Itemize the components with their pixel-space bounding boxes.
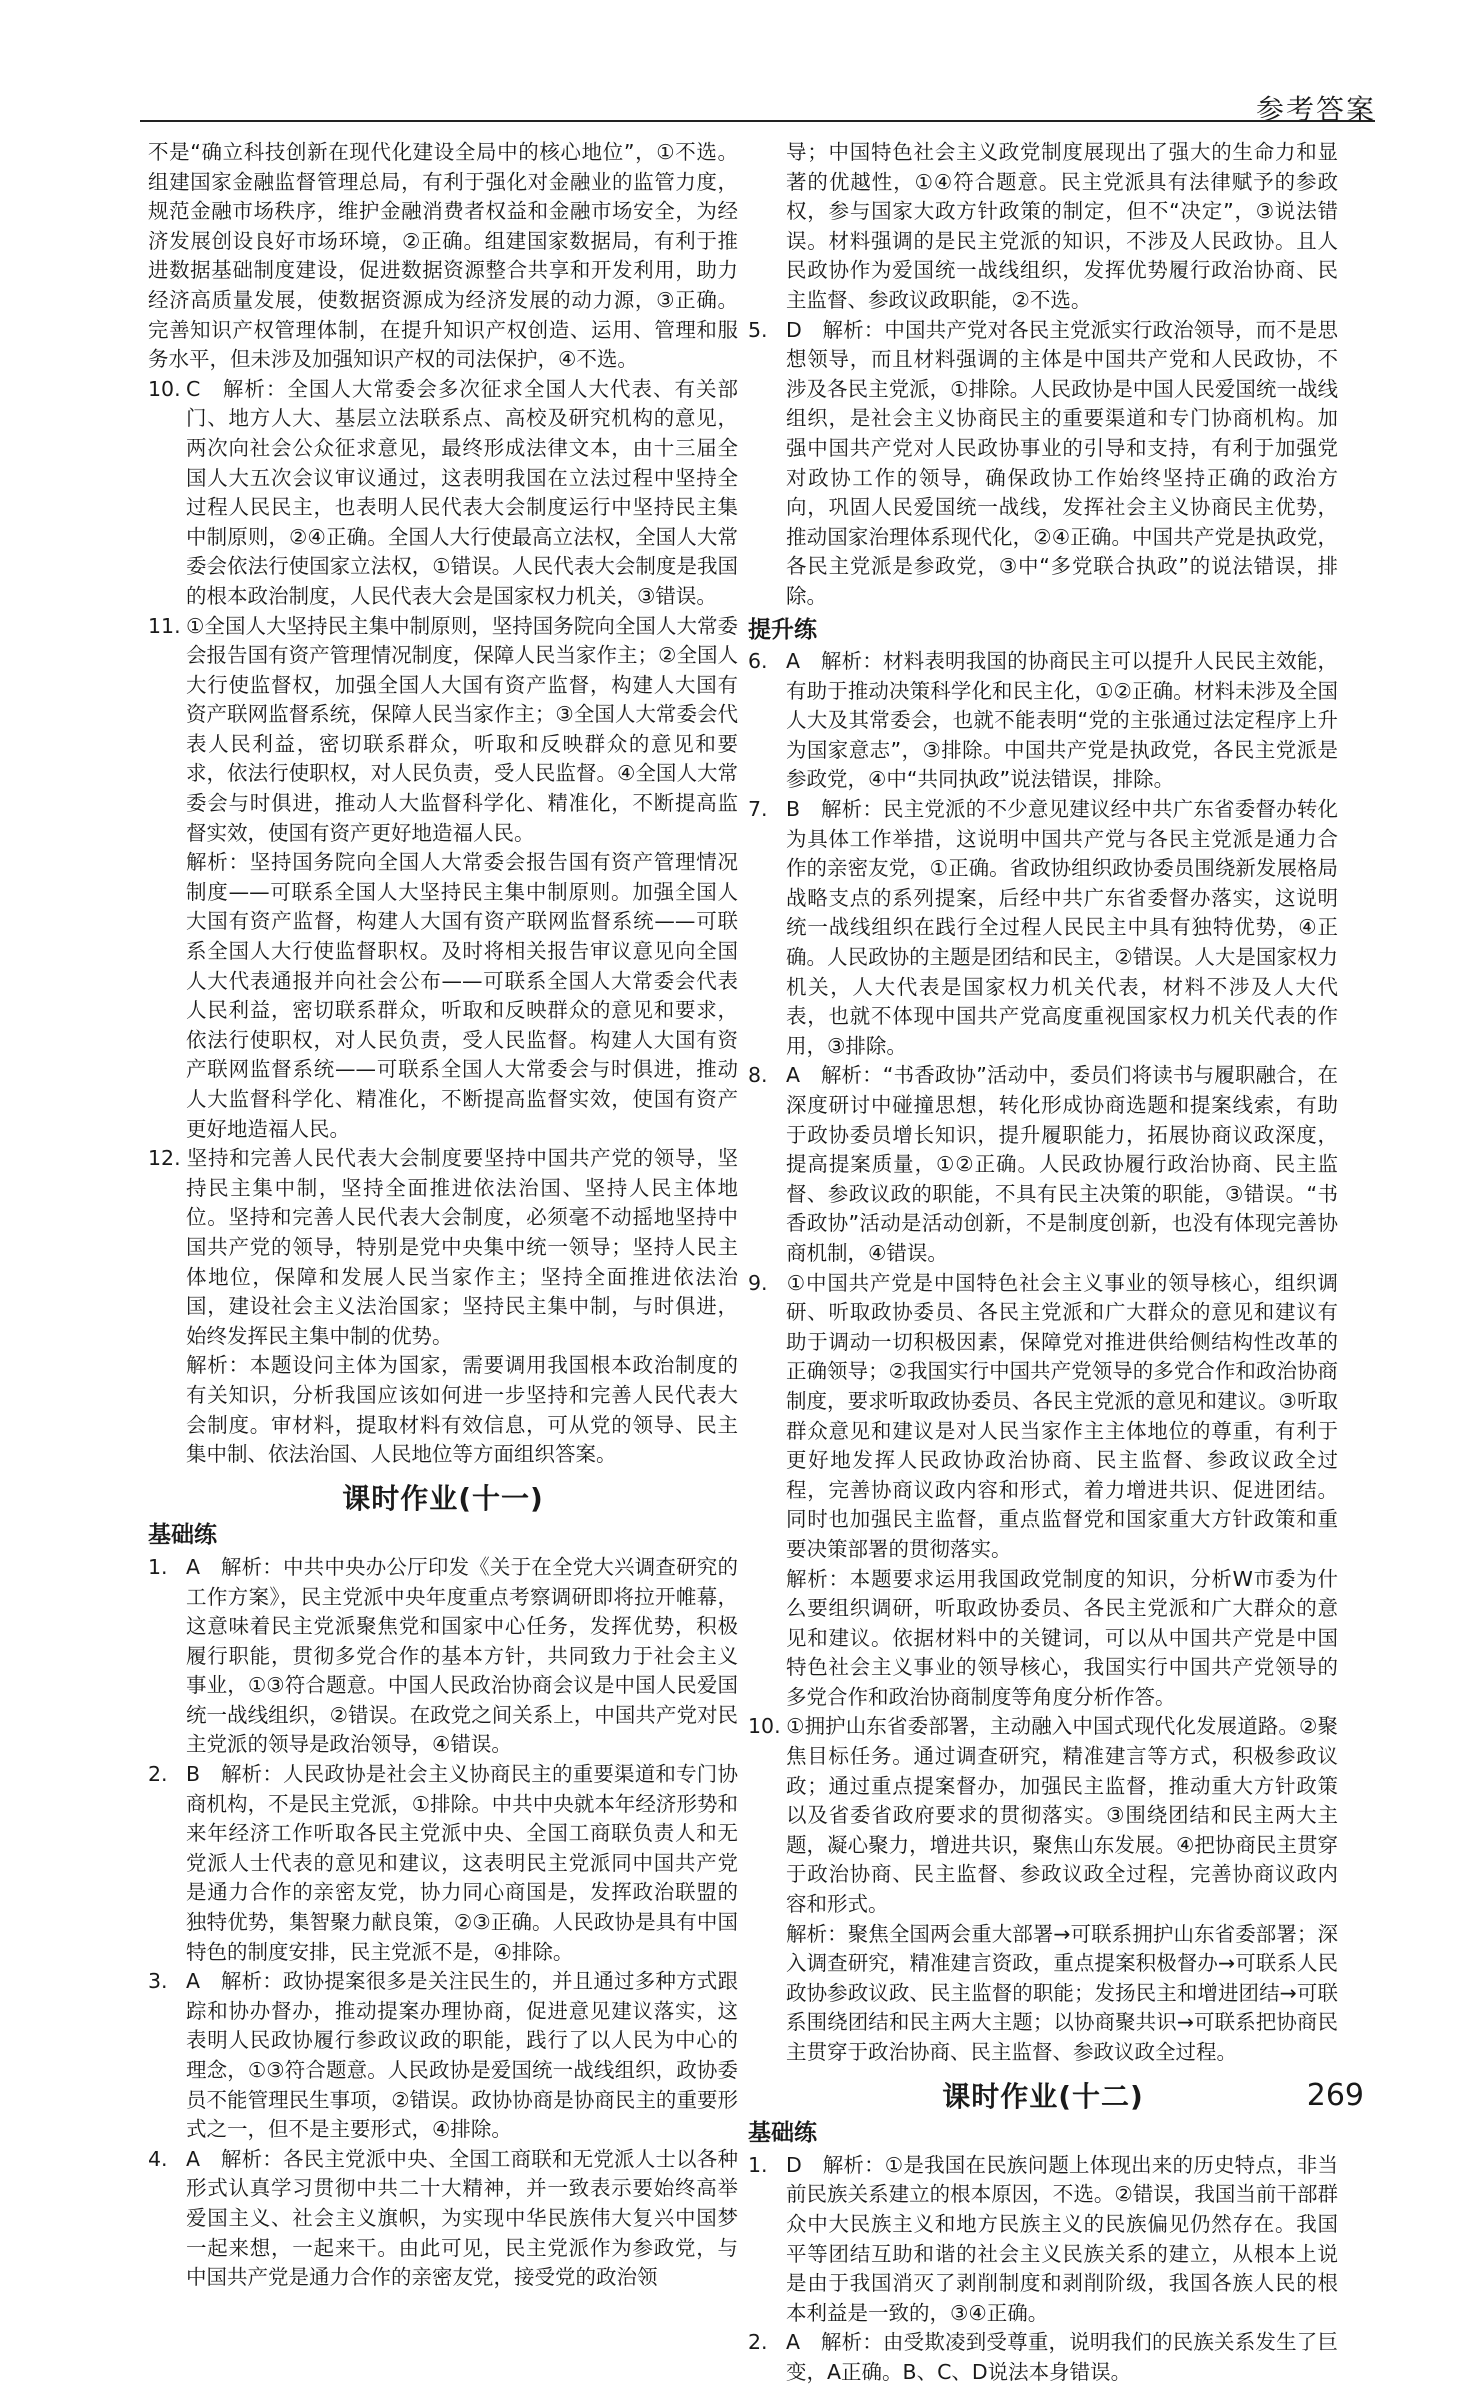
- item-text: B 解析：民主党派的不少意见建议经中共广东省委督办转化为具体工作举措，这说明中国共产党与各民主党派是通力合作的亲密友党，①正确。省政协组织政协委员围绕新发展格局战略支点的系列提案，后经中共广东省委督办落实，这说明统一战线组织在践行全过程人民民主中具有独特优势，④正确。人民政协的主题是团结和民主，②错误。人大是国家权力机关，人大代表是国家权力机关代表，材料不涉及人大代表，也就不体现中国共产党高度重视国家权力机关代表的作用，③排除。: [786, 797, 1338, 1058]
- answer-paragraph: 解析：坚持国务院向全国人大常委会报告国有资产管理情况制度——可联系全国人大坚持民主集中制原则。加强全国人大国有资产监督，构建人大国有资产联网监督系统——可联系全国人大行使监督职权。及时将相关报告审议意见向全国人大代表通报并向社会公布——可联系全国人大常委会代表人民利益，密切联系群众，听取和反映群众的意见和要求，依法行使职权，对人民负责，受人民监督。构建人大国有资产联网监督系统——可联系全国人大常委会与时俱进，推动人大监督科学化、精准化，不断提高监督实效，使国有资产更好地造福人民。: [186, 850, 738, 1141]
- item-number: 3.: [148, 1969, 168, 1994]
- answer-item: [148, 1760, 738, 1967]
- item-text: ①中国共产党是中国特色社会主义事业的领导核心，组织调研、听取政协委员、各民主党派和广大群众的意见和建议有助于调动一切积极因素，保障党对推进供给侧结构性改革的正确领导；②我国实行中国共产党领导的多党合作和政治协商制度，要求听取政协委员、各民主党派的意见和建议。③听取群众意见和建议是对人民当家作主主体地位的尊重，有利于更好地发挥人民政协政治协商、民主监督、参政议政全过程，完善协商议政内容和形式，着力增进共识、促进团结。同时也加强民主监督，重点监督党和国家重大方针政策和重要决策部署的贯彻落实。: [786, 1270, 1338, 1561]
- answer-item: [148, 2145, 738, 2293]
- right-column: [748, 138, 1338, 2388]
- item-text: A 解析：中共中央办公厅印发《关于在全党大兴调查研究的工作方案》，民主党派中央年度重点考察调研即将拉开帷幕，这意味着民主党派聚焦党和国家中心任务，发挥优势，积极履行职能，贯彻多党合作的基本方针，共同致力于社会主义事业，①③符合题意。中国人民政治协商会议是中国人民爱国统一战线组织，②错误。在政党之间关系上，中国共产党对民主党派的领导是政治领导，④错误。: [186, 1554, 738, 1757]
- item-text: D 解析：①是我国在民族问题上体现出来的历史特点，非当前民族关系建立的根本原因，不选。②错误，我国当前干部群众中大民族主义和地方民族主义的民族偏见仍然存在。我国平等团结互助和谐的社会主义民族关系的建立，从根本上说是由于我国消灭了剥削制度和剥削阶级，我国各族人民的根本利益是一致的，③④正确。: [786, 2152, 1338, 2325]
- subsection-title: 基础练: [748, 2120, 817, 2147]
- item-text: B 解析：人民政协是社会主义协商民主的重要渠道和专门协商机构，不是民主党派，①排除。中共中央就本年经济形势和来年经济工作听取各民主党派中央、全国工商联负责人和无党派人士代表的意见和建议，这表明民主党派同中国共产党是通力合作的亲密友党，协力同心商国是，发挥政治联盟的独特优势，集智聚力献良策，②③正确。人民政协是具有中国特色的制度安排，民主党派不是，④排除。: [186, 1762, 738, 1964]
- answer-item: [748, 1061, 1338, 1268]
- item-number: 1.: [148, 1554, 168, 1579]
- answer-paragraph: 解析：本题要求运用我国政党制度的知识，分析W市委为什么要组织调研，听取政协委员、各民主党派和广大群众的意见和建议。依据材料中的关键词，可以从中国共产党是中国特色社会主义事业的领导核心，我国实行中国共产党领导的多党合作和政治协商制度等角度分析作答。: [786, 1566, 1338, 1709]
- item-text: A 解析：“书香政协”活动中，委员们将读书与履职融合，在深度研讨中碰撞思想，转化形成协商选题和提案线索，有助于政协委员增长知识，提升履职能力，拓展协商议政深度，提高提案质量，①②正确。人民政协履行政治协商、民主监督、参政议政的职能，不具有民主决策的职能，③错误。“书香政协”活动是活动创新，不是制度创新，也没有体现完善协商机制，④错误。: [786, 1063, 1338, 1265]
- item-number: 8.: [748, 1063, 768, 1088]
- item-number: 5.: [748, 317, 768, 342]
- answer-paragraph: 不是“确立科技创新在现代化建设全局中的核心地位”，①不选。组建国家金融监督管理总局，有利于强化对金融业的监管力度，规范金融市场秩序，维护金融消费者权益和金融市场安全，为经济发展创设良好市场环境，②正确。组建国家数据局，有利于推进数据基础制度建设，促进数据资源整合共享和开发利用，助力经济高质量发展，使数据资源成为经济发展的动力源，③正确。完善知识产权管理体制，在提升知识产权创造、运用、管理和服务水平，但未涉及加强知识产权的司法保护，④不选。: [148, 140, 738, 372]
- answer-paragraph: 解析：本题设问主体为国家，需要调用我国根本政治制度的有关知识，分析我国应该如何进一步坚持和完善人民代表大会制度。审材料，提取材料有效信息，可从党的领导、民主集中制、依法治国、人民地位等方面组织答案。: [186, 1353, 738, 1467]
- item-text: A 解析：政协提案很多是关注民生的，并且通过多种方式跟踪和协办督办，推动提案办理协商，促进意见建议落实，这表明人民政协履行参政议政的职能，践行了以人民为中心的理念，①③符合题意。人民政协是爱国统一战线组织，政协委员不能管理民生事项，②错误。政协协商是协商民主的重要形式之一，但不是主要形式，④排除。: [186, 1969, 738, 2142]
- item-text: ①拥护山东省委部署，主动融入中国式现代化发展道路。②聚焦目标任务。通过调查研究，精准建言等方式，积极参政议政；通过重点提案督办，加强民主监督，推动重大方针政策以及省委省政府要求的贯彻落实。③围绕团结和民主两大主题，凝心聚力，增进共识，聚焦山东发展。④把协商民主贯穿于政治协商、民主监督、参政议政全过程，完善协商议政内容和形式。: [786, 1714, 1338, 1917]
- answer-item: [748, 647, 1338, 795]
- item-text: A 解析：各民主党派中央、全国工商联和无党派人士以各种形式认真学习贯彻中共二十大精神，并一致表示要始终高举爱国主义、社会主义旗帜，为实现中华民族伟大复兴中国梦一起来想，一起来干。由此可见，民主党派作为参政党，与中国共产党是通力合作的亲密友党，接受党的政治领: [186, 2146, 738, 2290]
- answer-item: [148, 612, 738, 849]
- answer-item: [748, 795, 1338, 1061]
- item-number: 12.: [148, 1146, 181, 1171]
- item-number: 10.: [748, 1714, 781, 1739]
- subsection-title: 提升练: [748, 616, 817, 643]
- answer-item: [148, 1553, 738, 1760]
- item-text: ①全国人大坚持民主集中制原则，坚持国务院向全国人大常委会报告国有资产管理情况制度，保障人民当家作主；②全国人大行使监督权，加强全国人大国有资产监督，构建人大国有资产联网监督系统，保障人民当家作主；③全国人大常委会代表人民利益，密切联系群众，听取和反映群众的意见和要求，依法行使职权，对人民负责，受人民监督。④全国人大常委会与时俱进，推动人大监督科学化、精准化，不断提高监督实效，使国有资产更好地造福人民。: [186, 613, 738, 845]
- answer-item: [748, 2328, 1338, 2387]
- item-number: 1.: [748, 2152, 768, 2177]
- item-text: 坚持和完善人民代表大会制度要坚持中国共产党的领导，坚持民主集中制，坚持全面推进依法治国、坚持人民主体地位。坚持和完善人民代表大会制度，必须毫不动摇地坚持中国共产党的领导，特别是党中央集中统一领导；坚持人民主体地位，保障和发展人民当家作主；坚持全面推进依法治国，建设社会主义法治国家；坚持民主集中制，与时俱进，始终发挥民主集中制的优势。: [186, 1146, 738, 1348]
- header-title: 参考答案: [1255, 93, 1376, 126]
- item-text: C 解析：全国人大常委会多次征求全国人大代表、有关部门、地方人大、基层立法联系点、高校及研究机构的意见，两次向社会公众征求意见，最终形成法律文本，由十三届全国人大五次会议审议通过，这表明我国在立法过程中坚持全过程人民民主，也表明人民代表大会制度运行中坚持民主集中制原则，②④正确。全国人大行使最高立法权，全国人大常委会依法行使国家立法权，①错误。人民代表大会制度是我国的根本政治制度，人民代表大会是国家权力机关，③错误。: [186, 376, 738, 608]
- item-number: 6.: [748, 649, 768, 674]
- section-title: 课时作业(十一): [342, 1481, 544, 1515]
- item-number: 9.: [748, 1270, 768, 1295]
- answer-item: [148, 1967, 738, 2145]
- answer-item: [148, 375, 738, 612]
- item-number: 2.: [748, 2330, 768, 2355]
- item-number: 2.: [148, 1762, 168, 1787]
- answer-item: [748, 1269, 1338, 1565]
- item-text: D 解析：中国共产党对各民主党派实行政治领导，而不是思想领导，而且材料强调的主体是中国共产党和人民政协，不涉及各民主党派，①排除。人民政协是中国人民爱国统一战线组织，是社会主义协商民主的重要渠道和专门协商机构。加强中国共产党对人民政协事业的引导和支持，有利于加强党对政协工作的领导，确保政协工作始终坚持正确的政治方向，巩固人民爱国统一战线，发挥社会主义协商民主优势，推动国家治理体系现代化，②④正确。中国共产党是执政党，各民主党派是参政党，③中“多党联合执政”的说法错误，排除。: [786, 317, 1338, 608]
- page-header: [0, 0, 1472, 130]
- answer-item: [748, 1712, 1338, 1919]
- item-number: 4.: [148, 2146, 168, 2171]
- header-rule: [140, 120, 1375, 122]
- answer-paragraph: 解析：聚焦全国两会重大部署→可联系拥护山东省委部署；深入调查研究，精准建言资政，重点提案积极督办→可联系人民政协参政议政、民主监督的职能；发扬民主和增进团结→可联系围绕团结和民主两大主题；以协商聚共识→可联系把协商民主贯穿于政治协商、民主监督、参政议政全过程。: [786, 1921, 1338, 2064]
- item-text: A 解析：材料表明我国的协商民主可以提升人民民主效能，有助于推动决策科学化和民主化，①②正确。材料未涉及全国人大及其常委会，也就不能表明“党的主张通过法定程序上升为国家意志”，③排除。中国共产党是执政党，各民主党派是参政党，④中“共同执政”说法错误，排除。: [786, 649, 1338, 792]
- answer-item: [148, 1144, 738, 1351]
- item-text: A 解析：由受欺凌到受尊重，说明我们的民族关系发生了巨变，A正确。B、C、D说法本身错误。: [786, 2330, 1338, 2384]
- page-number: 269: [1306, 2078, 1364, 2113]
- answer-paragraph: 导；中国特色社会主义政党制度展现出了强大的生命力和显著的优越性，①④符合题意。民主党派具有法律赋予的参政权，参与国家大政方针政策的制定，但不“决定”，③说法错误。材料强调的是民主党派的知识，不涉及人民政协。且人民政协作为爱国统一战线组织，发挥优势履行政治协商、民主监督、参政议政职能，②不选。: [786, 140, 1338, 312]
- item-number: 10.: [148, 376, 181, 401]
- section-title: 课时作业(十二): [942, 2079, 1144, 2113]
- item-number: 7.: [748, 797, 768, 822]
- answer-item: [748, 316, 1338, 612]
- left-column: [148, 138, 738, 2293]
- subsection-title: 基础练: [148, 1522, 217, 1549]
- answer-item: [748, 2151, 1338, 2329]
- item-number: 11.: [148, 613, 181, 638]
